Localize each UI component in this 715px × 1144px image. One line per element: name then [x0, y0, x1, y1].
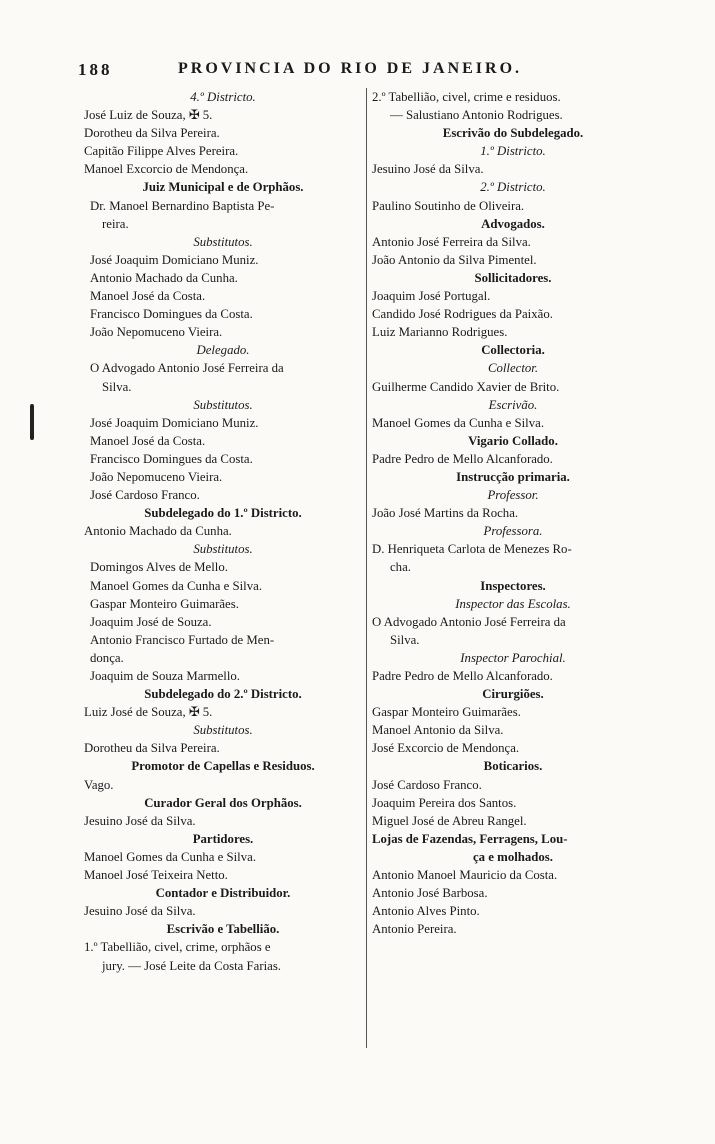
text-line: José Luiz de Souza, ✠ 5.	[84, 108, 213, 123]
text-line: Antonio Manoel Mauricio da Costa.	[372, 868, 558, 883]
section-heading: Advogados.	[481, 216, 545, 231]
section-heading: Juiz Municipal e de Orphãos.	[142, 180, 304, 195]
text-line: José Excorcio de Mendonça.	[372, 741, 520, 756]
subheading: Inspector das Escolas.	[455, 596, 571, 611]
subheading: Substitutos.	[193, 397, 253, 412]
text-line: Dr. Manoel Bernardino Baptista Pe-	[90, 198, 275, 213]
text-line: Gaspar Monteiro Guimarães.	[372, 705, 521, 720]
subheading: Substitutos.	[193, 723, 253, 738]
section-heading: Subdelegado do 2.º Districto.	[144, 687, 302, 702]
section-heading: Promotor de Capellas e Residuos.	[131, 759, 315, 774]
section-heading: Escrivão do Subdelegado.	[442, 126, 584, 141]
page-title: PROVINCIA DO RIO DE JANEIRO.	[178, 60, 523, 77]
text-line: Padre Pedro de Mello Alcanforado.	[372, 451, 553, 466]
section-heading: Boticarios.	[483, 759, 543, 774]
text-line: Manoel José da Costa.	[90, 289, 206, 304]
text-line: O Advogado Antonio José Ferreira da	[372, 614, 566, 629]
margin-mark	[30, 404, 34, 440]
text-line: Capitão Filippe Alves Pereira.	[84, 144, 239, 159]
text-line: Gaspar Monteiro Guimarães.	[90, 596, 239, 611]
subheading: Professora.	[483, 524, 543, 539]
text-line: Guilherme Candido Xavier de Brito.	[372, 379, 560, 394]
text-line: Jesuino José da Silva.	[372, 162, 484, 177]
subheading: Delegado.	[196, 343, 250, 358]
right-column	[372, 88, 654, 938]
section-heading: Escrivão e Tabellião.	[166, 922, 280, 937]
section-heading: Curador Geral dos Orphãos.	[144, 795, 302, 810]
section-heading: Vigario Collado.	[468, 433, 558, 448]
text-line: Antonio Alves Pinto.	[372, 904, 480, 919]
section-heading: Collectoria.	[481, 343, 545, 358]
text-line: Antonio José Ferreira da Silva.	[372, 234, 531, 249]
text-line: O Advogado Antonio José Ferreira da	[90, 361, 284, 376]
section-heading: Contador e Distribuidor.	[155, 886, 291, 901]
page-number: 188	[78, 60, 113, 79]
left-column	[84, 88, 362, 975]
text-line: Luiz José de Souza, ✠ 5.	[84, 705, 213, 720]
subheading: cha.	[390, 560, 411, 575]
text-line: Padre Pedro de Mello Alcanforado.	[372, 669, 553, 683]
text-line: João Antonio da Silva Pimentel.	[372, 252, 537, 267]
text-line: 2.º Tabellião, civel, crime e residuos.	[372, 90, 561, 104]
text-line: Miguel José de Abreu Rangel.	[372, 813, 527, 828]
text-line: Antonio Machado da Cunha.	[90, 270, 238, 285]
text-line: Joaquim de Souza Marmello.	[90, 669, 240, 683]
text-line: Manoel José da Costa.	[90, 433, 206, 448]
subheading: 4.º Districto.	[190, 90, 256, 104]
text-line: Paulino Soutinho de Oliveira.	[372, 198, 525, 213]
text-line: Joaquim Pereira dos Santos.	[372, 795, 517, 810]
subheading: reira.	[102, 216, 129, 231]
text-line: Dorotheu da Silva Pereira.	[84, 741, 220, 756]
text-line: José Cardoso Franco.	[90, 488, 200, 503]
subheading: jury. — José Leite da Costa Farias.	[102, 958, 281, 973]
text-line: Lojas de Fazendas, Ferragens, Lou-	[372, 831, 568, 846]
text-line: 1.º Tabellião, civel, crime, orphãos e	[84, 940, 271, 955]
text-line: José Cardoso Franco.	[372, 777, 482, 792]
subheading: Inspector Parochial.	[460, 650, 566, 665]
text-line: Jesuino José da Silva.	[84, 904, 196, 919]
section-heading: Subdelegado do 1.º Districto.	[144, 506, 302, 521]
section-heading: Cirurgiões.	[482, 687, 544, 702]
text-line: João Nepomuceno Vieira.	[90, 469, 223, 484]
column-divider	[366, 88, 367, 1048]
subheading: Silva.	[102, 379, 132, 394]
text-line: Manoel Antonio da Silva.	[372, 723, 504, 738]
text-line: Vago.	[84, 777, 114, 792]
subheading: Escrivão.	[488, 397, 538, 412]
text-line: Luiz Marianno Rodrigues.	[372, 325, 508, 340]
text-line: Francisco Domingues da Costa.	[90, 307, 253, 322]
page-header	[78, 60, 638, 82]
text-line: Joaquim José de Souza.	[90, 614, 212, 629]
text-line: Antonio Pereira.	[372, 922, 457, 937]
section-heading: Sollicitadores.	[474, 270, 552, 285]
text-line: donça.	[90, 650, 124, 665]
subheading: Substitutos.	[193, 234, 253, 249]
section-heading: Instrucção primaria.	[456, 469, 570, 484]
text-line: Antonio Francisco Furtado de Men-	[90, 632, 275, 647]
text-line: Manoel Gomes da Cunha e Silva.	[90, 578, 263, 593]
subheading: 2.º Districto.	[480, 180, 546, 195]
text-line: Manoel Gomes da Cunha e Silva.	[372, 415, 545, 430]
text-line: Antonio José Barbosa.	[372, 886, 488, 901]
text-line: Candido José Rodrigues da Paixão.	[372, 307, 553, 322]
text-line: Manoel Gomes da Cunha e Silva.	[84, 849, 257, 864]
text-line: Joaquim José Portugal.	[372, 289, 491, 304]
subheading: Silva.	[390, 632, 420, 647]
subheading: Collector.	[487, 361, 539, 376]
text-line: D. Henriqueta Carlota de Menezes Ro-	[372, 542, 572, 557]
text-line: José Joaquim Domiciano Muniz.	[90, 252, 259, 267]
text-line: Domingos Alves de Mello.	[90, 560, 228, 575]
subheading: 1.º Districto.	[480, 144, 546, 159]
text-line: José Joaquim Domiciano Muniz.	[90, 415, 259, 430]
section-heading: ça e molhados.	[473, 849, 553, 864]
subheading: — Salustiano Antonio Rodrigues.	[390, 108, 563, 123]
section-heading: Inspectores.	[480, 578, 546, 593]
text-line: Jesuino José da Silva.	[84, 813, 196, 828]
text-line: João José Martins da Rocha.	[372, 506, 519, 521]
text-line: Francisco Domingues da Costa.	[90, 451, 253, 466]
text-line: Manoel Excorcio de Mendonça.	[84, 162, 249, 177]
text-line: Antonio Machado da Cunha.	[84, 524, 232, 539]
subheading: Substitutos.	[193, 542, 253, 557]
subheading: Professor.	[487, 488, 539, 503]
text-line: Dorotheu da Silva Pereira.	[84, 126, 220, 141]
section-heading: Partidores.	[192, 831, 254, 846]
text-line: João Nepomuceno Vieira.	[90, 325, 223, 340]
text-line: Manoel José Teixeira Netto.	[84, 868, 228, 883]
